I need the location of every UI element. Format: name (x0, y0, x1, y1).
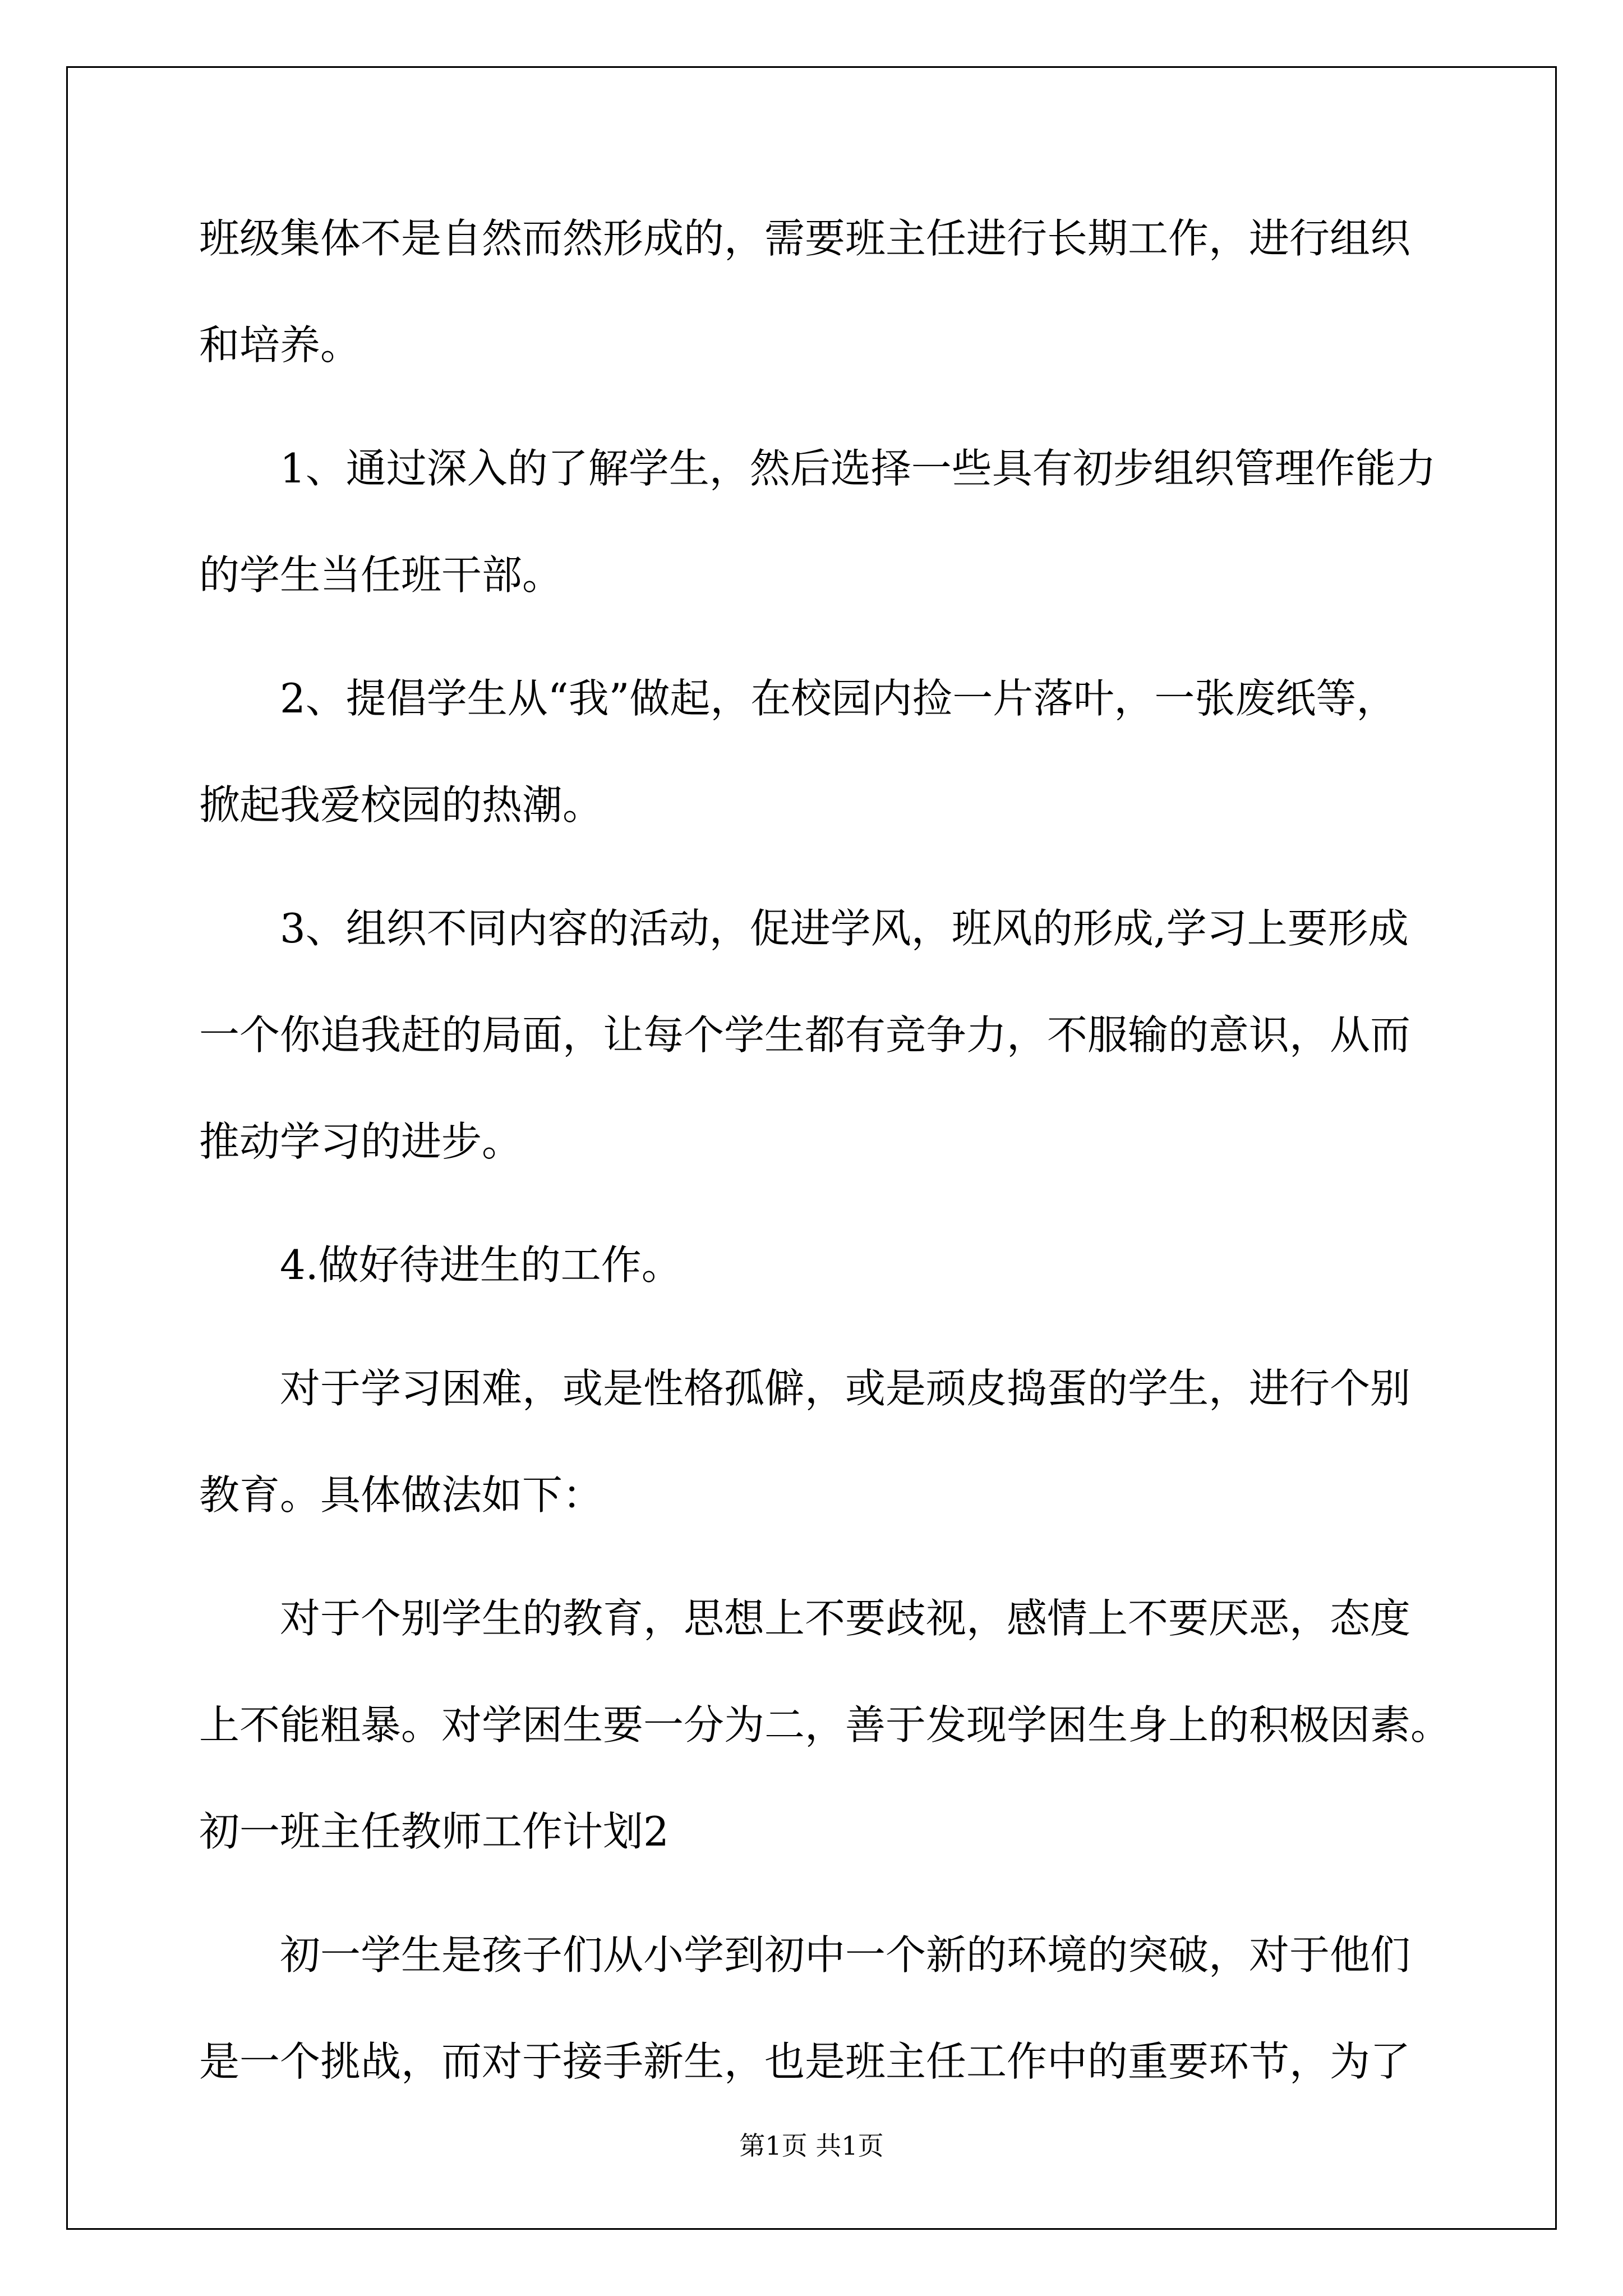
text-line: 4.做好待进生的工作。 (280, 1241, 682, 1289)
section-heading: 初一班主任教师工作计划2 (199, 1808, 669, 1855)
text-line: 对于个别学生的教育，思想上不要歧视，感情上不要厌恶，态度 (280, 1595, 1411, 1642)
text-line: 1、通过深入的了解学生，然后选择一些具有初步组织管理作能力 (280, 445, 1436, 492)
text-line: 掀起我爱校园的热潮。 (199, 781, 603, 829)
text-line: 一个你追我赶的局面，让每个学生都有竞争力，不服输的意识，从而 (199, 1011, 1411, 1059)
text-line: 对于学习困难，或是性格孤僻，或是顽皮捣蛋的学生，进行个别 (280, 1365, 1411, 1412)
page-footer: 第1页 共1页 (739, 2131, 884, 2161)
text-line: 和培养。 (199, 321, 361, 369)
text-line: 班级集体不是自然而然形成的，需要班主任进行长期工作，进行组织 (199, 215, 1411, 262)
text-line: 是一个挑战，而对于接手新生，也是班主任工作中的重要环节，为了 (199, 2038, 1411, 2085)
text-line: 上不能粗暴。对学困生要一分为二，善于发现学困生身上的积极因素。 (199, 1701, 1451, 1749)
text-line: 初一学生是孩子们从小学到初中一个新的环境的突破，对于他们 (280, 1931, 1411, 1978)
text-line: 3、组织不同内容的活动，促进学风，班风的形成,学习上要形成 (280, 905, 1409, 952)
text-line: 教育。具体做法如下： (199, 1471, 603, 1519)
text-line: 2、提倡学生从“我”做起，在校园内捡一片落叶，一张废纸等， (280, 675, 1397, 722)
text-line: 推动学习的进步。 (199, 1118, 523, 1165)
text-line: 的学生当任班干部。 (199, 551, 563, 599)
